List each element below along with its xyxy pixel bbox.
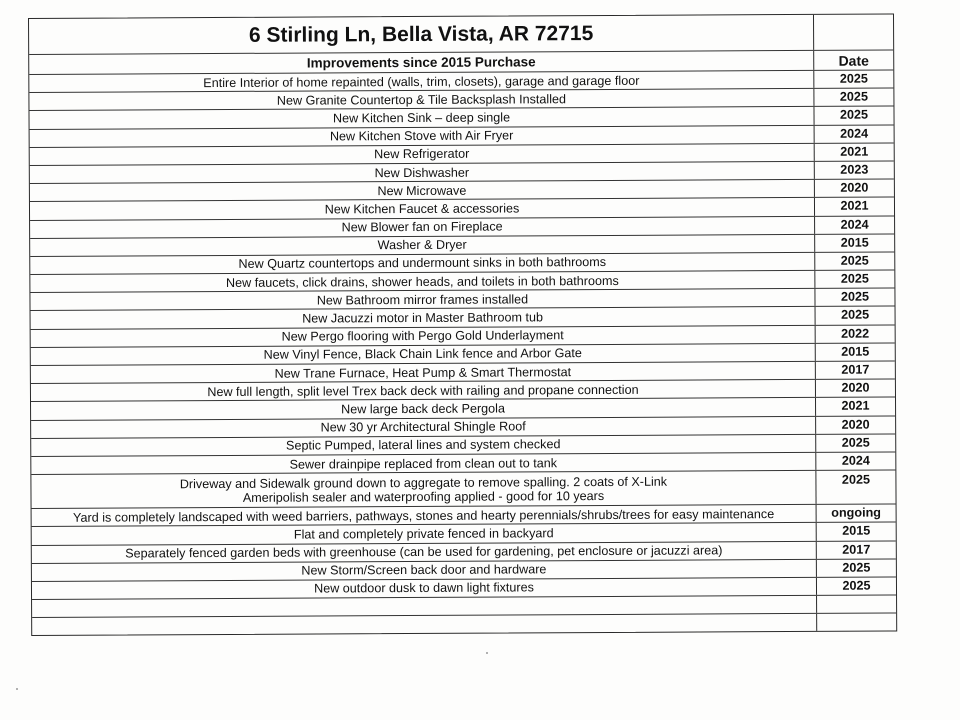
improvement-text: New Kitchen Sink – deep single bbox=[29, 107, 814, 128]
improvement-text: New Storm/Screen back door and hardware bbox=[32, 560, 817, 581]
improvement-date: 2025 bbox=[840, 271, 869, 286]
improvement-text: Flat and completely private fenced in backyard bbox=[32, 523, 817, 544]
improvement-text: Septic Pumped, lateral lines and system checked bbox=[31, 435, 816, 456]
improvement-date: 2020 bbox=[841, 380, 870, 395]
date-column-header: Date bbox=[838, 52, 869, 69]
empty-cell bbox=[817, 613, 896, 631]
improvement-date: 2021 bbox=[840, 198, 869, 214]
improvement-text: New Quartz countertops and undermount sinks in both bathrooms bbox=[30, 253, 815, 274]
improvement-date: 2024 bbox=[841, 453, 870, 468]
scan-speck bbox=[486, 652, 488, 654]
improvement-date: 2015 bbox=[840, 235, 869, 250]
improvement-text: New outdoor dusk to dawn light fixtures bbox=[32, 578, 817, 599]
improvement-date: 2025 bbox=[841, 308, 870, 323]
improvement-text: New Refrigerator bbox=[30, 144, 815, 165]
improvement-text: New Granite Countertop & Tile Backsplash Installed bbox=[29, 89, 814, 110]
improvement-date: 2021 bbox=[841, 398, 870, 414]
improvement-date: 2024 bbox=[840, 126, 869, 141]
improvement-text: Entire Interior of home repainted (walls, trim, closets), garage and garage floor bbox=[29, 71, 814, 92]
improvement-text: New Bathroom mirror frames installed bbox=[30, 289, 815, 310]
title-date-cell bbox=[814, 14, 893, 49]
improvement-text-line-1: Driveway and Sidewalk ground down to aggregate to remove spalling. 2 coats of X-Link bbox=[179, 474, 668, 491]
improvement-text: New Trane Furnace, Heat Pump & Smart Thermostat bbox=[31, 362, 816, 383]
improvements-heading: Improvements since 2015 Purchase bbox=[29, 51, 814, 74]
improvement-date: 2025 bbox=[842, 578, 871, 593]
improvement-text: New large back deck Pergola bbox=[31, 398, 816, 419]
improvement-date: 2017 bbox=[841, 362, 870, 377]
improvement-date: 2021 bbox=[840, 144, 869, 159]
improvement-text: New Jacuzzi motor in Master Bathroom tub bbox=[31, 307, 816, 328]
improvement-date: ongoing bbox=[831, 505, 881, 520]
empty-row bbox=[32, 613, 896, 635]
improvement-date: 2022 bbox=[841, 326, 870, 341]
improvement-text: New Pergo flooring with Pergo Gold Underlayment bbox=[31, 326, 816, 347]
improvement-date: 2020 bbox=[841, 417, 870, 432]
improvement-text bbox=[31, 471, 816, 508]
improvement-date: 2025 bbox=[839, 89, 868, 104]
improvement-date: 2025 bbox=[841, 472, 870, 487]
improvement-date: 2025 bbox=[839, 71, 868, 86]
improvement-text: New full length, split level Trex back deck with railing and propane connection bbox=[31, 380, 816, 401]
improvement-date: 2025 bbox=[839, 107, 869, 123]
improvement-date: 2015 bbox=[842, 523, 871, 539]
improvement-text-line-2: Ameripolish sealer and waterproofing applied - good for 10 years bbox=[242, 488, 605, 505]
improvement-text: New faucets, click drains, shower heads, and toilets in both bathrooms bbox=[30, 271, 815, 292]
improvement-text: New Vinyl Fence, Black Chain Link fence and Arbor Gate bbox=[31, 344, 816, 365]
improvement-text: New Dishwasher bbox=[30, 162, 815, 183]
improvement-date: 2025 bbox=[842, 560, 871, 575]
empty-cell bbox=[32, 613, 817, 635]
improvement-text: Separately fenced garden beds with greenhouse (can be used for gardening, pet enclosure or jacuzzi area) bbox=[32, 541, 817, 562]
improvement-text: Yard is completely landscaped with weed barriers, pathways, stones and hearty perennials/shrubs/trees for easy maintenance bbox=[32, 505, 817, 526]
improvement-text: New Kitchen Faucet & accessories bbox=[30, 198, 815, 219]
title-row bbox=[29, 14, 893, 55]
improvement-date: 2025 bbox=[840, 289, 870, 304]
empty-cell bbox=[817, 596, 896, 613]
improvement-date: 2020 bbox=[840, 180, 869, 195]
improvement-text: New Blower fan on Fireplace bbox=[30, 216, 815, 237]
improvement-date: 2023 bbox=[840, 162, 869, 177]
improvement-text: Washer & Dryer bbox=[30, 235, 815, 256]
improvement-text: New Kitchen Stove with Air Fryer bbox=[30, 125, 815, 146]
property-address-title: 6 Stirling Ln, Bella Vista, AR 72715 bbox=[29, 15, 814, 54]
scan-speck bbox=[16, 688, 18, 690]
improvement-text: New 30 yr Architectural Shingle Roof bbox=[31, 416, 816, 437]
improvement-date: 2015 bbox=[841, 344, 870, 359]
improvement-text: Sewer drainpipe replaced from clean out to tank bbox=[31, 453, 816, 474]
improvements-table bbox=[28, 13, 897, 636]
improvement-date: 2024 bbox=[840, 217, 869, 232]
table-row bbox=[31, 471, 895, 510]
improvement-date: 2025 bbox=[840, 253, 869, 268]
improvement-date: 2017 bbox=[842, 542, 871, 557]
improvement-text: New Microwave bbox=[30, 180, 815, 201]
improvement-date: 2025 bbox=[841, 435, 870, 450]
